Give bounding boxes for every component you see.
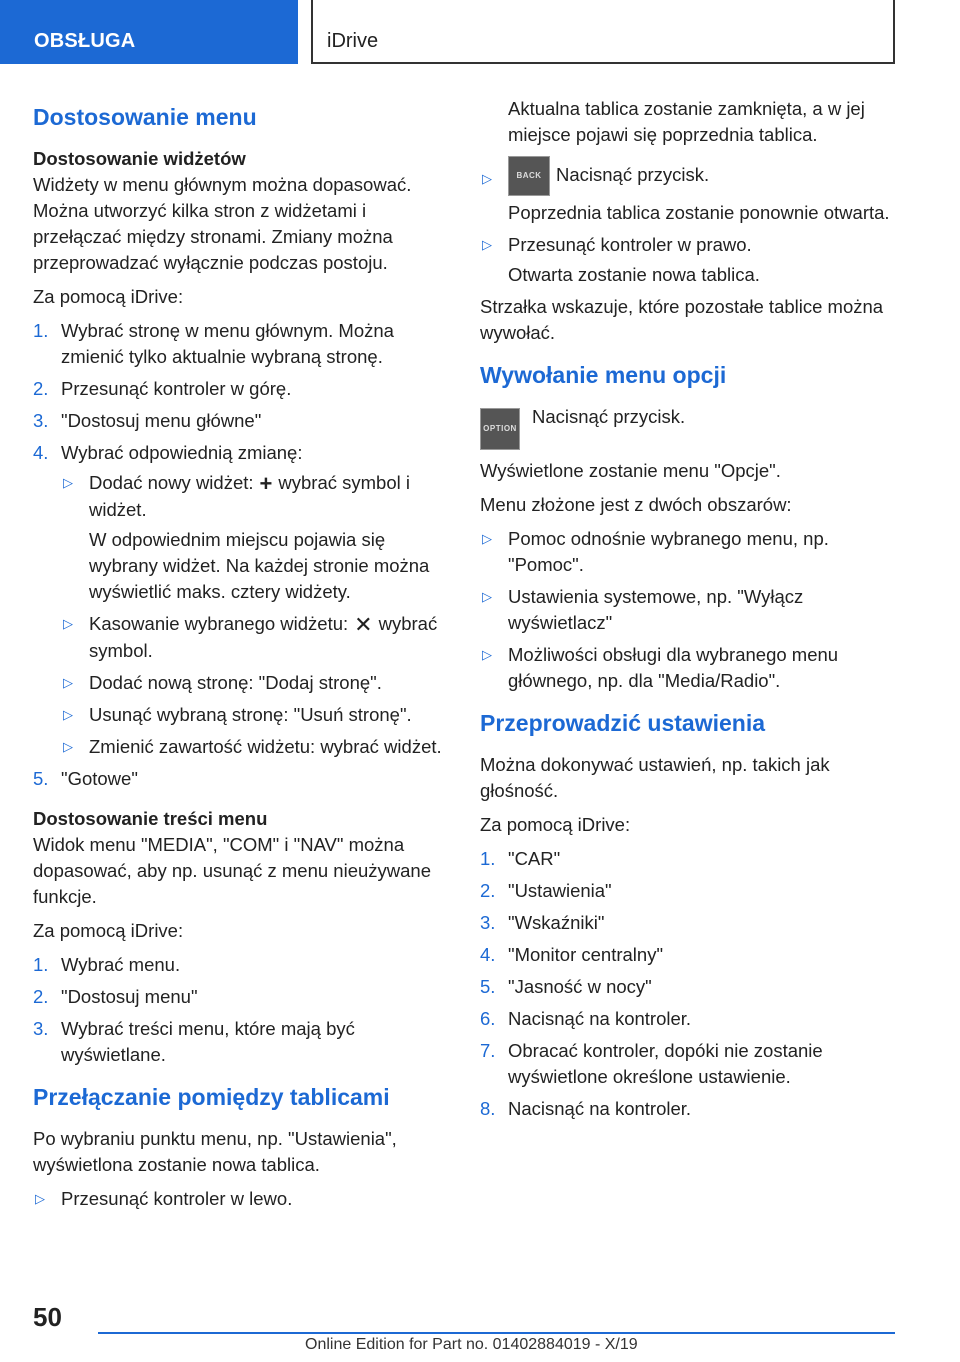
step-text: Wybrać odpowiednią zmianę: xyxy=(61,442,303,463)
paragraph-menu-content: Widok menu "MEDIA", "COM" i "NAV" można dopasować, aby np. usunąć z menu nieużywane funkcje. xyxy=(33,834,432,907)
step-number: 3. xyxy=(33,410,49,431)
step-text: "Dostosuj menu" xyxy=(61,986,198,1007)
triangle-bullet-icon: ▷ xyxy=(63,707,73,722)
bullet-text: wybrać symbol i widżet. xyxy=(89,472,410,520)
list-item xyxy=(480,584,894,636)
step-number: 4. xyxy=(480,944,496,965)
subheading-widgets: Dostosowanie widżetów xyxy=(33,148,246,169)
bullet-text: Nacisnąć przycisk. xyxy=(556,163,710,185)
triangle-bullet-icon: ▷ xyxy=(482,171,492,186)
triangle-bullet-icon: ▷ xyxy=(482,647,492,662)
right-column xyxy=(480,96,894,1128)
step-text: "Jasność w nocy" xyxy=(508,976,652,997)
chapter-title: iDrive xyxy=(311,0,895,64)
step-number: 6. xyxy=(480,1008,496,1029)
paragraph-press-button: Nacisnąć przycisk. xyxy=(532,406,686,427)
step-number: 5. xyxy=(33,768,49,789)
paragraph-panel-closed: Aktualna tablica zostanie zamknięta, a w jej miejsce pojawi się poprzednia tablica. xyxy=(508,98,865,145)
back-list xyxy=(480,156,894,288)
triangle-bullet-icon: ▷ xyxy=(482,237,492,252)
list-item xyxy=(33,1016,447,1068)
list-item xyxy=(480,1006,894,1032)
step-text: Nacisnąć na kontroler. xyxy=(508,1098,692,1119)
bullet-text: Dodać nowy widżet: xyxy=(89,472,254,493)
list-item xyxy=(480,642,894,694)
list-item xyxy=(480,232,894,288)
triangle-bullet-icon: ▷ xyxy=(482,531,492,546)
bullet-paragraph: W odpowiednim miejscu pojawia się wybrany widżet. Na każdej stronie można wyświetlić maks. cztery widżety. xyxy=(89,529,430,602)
step-text: Wybrać treści menu, które mają być wyświetlane. xyxy=(61,1018,355,1065)
paragraph-options-shown: Wyświetlone zostanie menu "Opcje". xyxy=(480,460,781,481)
steps-list-widgets xyxy=(33,318,447,792)
bullet-paragraph: Poprzednia tablica zostanie ponownie otwarta. xyxy=(508,202,890,223)
list-item xyxy=(480,974,894,1000)
list-item xyxy=(33,408,447,434)
change-options-list xyxy=(61,470,447,760)
close-icon: ✕ xyxy=(354,612,373,637)
step-number: 5. xyxy=(480,976,496,997)
list-item xyxy=(61,670,447,696)
bullet-text: Pomoc odnośnie wybranego menu, np. "Pomoc". xyxy=(508,528,829,575)
list-item xyxy=(33,766,447,792)
triangle-bullet-icon: ▷ xyxy=(63,475,73,490)
bullet-text: Usunąć wybraną stronę: "Usuń stronę". xyxy=(89,704,412,725)
bullet-text: wybrać symbol. xyxy=(89,613,438,661)
bullet-text: Przesunąć kontroler w prawo. xyxy=(508,234,752,255)
list-item xyxy=(480,910,894,936)
back-button-icon: BACK xyxy=(508,156,550,196)
bullet-text: Przesunąć kontroler w lewo. xyxy=(61,1188,293,1209)
step-number: 2. xyxy=(480,880,496,901)
areas-list xyxy=(480,526,894,694)
step-number: 2. xyxy=(33,378,49,399)
step-number: 3. xyxy=(480,912,496,933)
option-button-icon: OPTION xyxy=(480,408,520,450)
step-text: Wybrać stronę w menu głównym. Można zmienić tylko aktualnie wybraną stronę. xyxy=(61,320,394,367)
triangle-bullet-icon: ▷ xyxy=(63,616,73,631)
footer-divider xyxy=(98,1332,895,1334)
step-number: 1. xyxy=(33,320,49,341)
plus-icon: + xyxy=(259,471,273,496)
list-item xyxy=(480,156,894,226)
paragraph-arrow-hint: Strzałka wskazuje, które pozostałe tablice można wywołać. xyxy=(480,296,884,343)
bullet-text: Dodać nową stronę: "Dodaj stronę". xyxy=(89,672,382,693)
list-item xyxy=(480,846,894,872)
bullet-text: Możliwości obsługi dla wybranego menu głównego, np. dla "Media/Radio". xyxy=(508,644,839,691)
left-column xyxy=(33,96,447,1218)
step-number: 1. xyxy=(33,954,49,975)
heading-switch-panels: Przełączanie pomiędzy tablicami xyxy=(33,1084,390,1110)
list-item xyxy=(33,952,447,978)
step-number: 2. xyxy=(33,986,49,1007)
paragraph-using-idrive: Za pomocą iDrive: xyxy=(33,286,184,307)
step-text: Wybrać menu. xyxy=(61,954,181,975)
step-text: Przesunąć kontroler w górę. xyxy=(61,378,292,399)
heading-customize-menu: Dostosowanie menu xyxy=(33,104,257,130)
list-item xyxy=(480,942,894,968)
bullet-paragraph: Otwarta zostanie nowa tablica. xyxy=(508,264,760,285)
list-item xyxy=(33,440,447,760)
step-text: "Gotowe" xyxy=(61,768,138,789)
step-text: "Dostosuj menu główne" xyxy=(61,410,262,431)
step-text: "Monitor centralny" xyxy=(508,944,664,965)
list-item xyxy=(480,878,894,904)
triangle-bullet-icon: ▷ xyxy=(482,589,492,604)
steps-list-content xyxy=(33,952,447,1068)
heading-options-menu: Wywołanie menu opcji xyxy=(480,362,727,388)
page-number: 50 xyxy=(33,1302,62,1332)
paragraph-switch-panels: Po wybraniu punktu menu, np. "Ustawienia", wyświetlona zostanie nowa tablica. xyxy=(33,1128,397,1175)
bullet-text: Zmienić zawartość widżetu: wybrać widżet. xyxy=(89,736,442,757)
heading-settings: Przeprowadzić ustawienia xyxy=(480,710,766,736)
triangle-bullet-icon: ▷ xyxy=(63,739,73,754)
list-item xyxy=(61,611,447,664)
paragraph-widgets: Widżety w menu głównym można dopasować. Można utworzyć kilka stron z widżetami i przełączać między stronami. Zmiany można przeprowadzać wyłącznie podczas postoju. xyxy=(33,174,412,273)
bullet-text: Ustawienia systemowe, np. "Wyłącz wyświetlacz" xyxy=(508,586,804,633)
list-item xyxy=(480,526,894,578)
steps-list-settings xyxy=(480,846,894,1122)
step-text: "CAR" xyxy=(508,848,561,869)
list-item xyxy=(480,1038,894,1090)
paragraph-using-idrive: Za pomocą iDrive: xyxy=(33,920,184,941)
step-text: Obracać kontroler, dopóki nie zostanie wyświetlone określone ustawienie. xyxy=(508,1040,823,1087)
list-item xyxy=(61,702,447,728)
step-text: "Wskaźniki" xyxy=(508,912,605,933)
list-item xyxy=(33,318,447,370)
step-text: Nacisnąć na kontroler. xyxy=(508,1008,692,1029)
switch-list xyxy=(33,1186,447,1212)
triangle-bullet-icon: ▷ xyxy=(63,675,73,690)
step-number: 3. xyxy=(33,1018,49,1039)
list-item xyxy=(61,470,447,605)
step-number: 4. xyxy=(33,442,49,463)
bullet-text: Kasowanie wybranego widżetu: xyxy=(89,613,349,634)
option-row xyxy=(480,404,894,458)
paragraph-using-idrive: Za pomocą iDrive: xyxy=(480,814,631,835)
list-item xyxy=(33,984,447,1010)
list-item xyxy=(33,1186,447,1212)
footer-edition: Online Edition for Part no. 01402884019 - X/19 xyxy=(305,1336,638,1353)
step-text: "Ustawienia" xyxy=(508,880,612,901)
paragraph-settings: Można dokonywać ustawień, np. takich jak głośność. xyxy=(480,754,830,801)
section-tab: OBSŁUGA xyxy=(0,0,298,64)
step-number: 8. xyxy=(480,1098,496,1119)
list-item xyxy=(61,734,447,760)
paragraph-two-areas: Menu złożone jest z dwóch obszarów: xyxy=(480,494,792,515)
triangle-bullet-icon: ▷ xyxy=(35,1191,45,1206)
subheading-menu-content: Dostosowanie treści menu xyxy=(33,808,268,829)
step-number: 7. xyxy=(480,1040,496,1061)
list-item xyxy=(480,1096,894,1122)
step-number: 1. xyxy=(480,848,496,869)
list-item xyxy=(33,376,447,402)
